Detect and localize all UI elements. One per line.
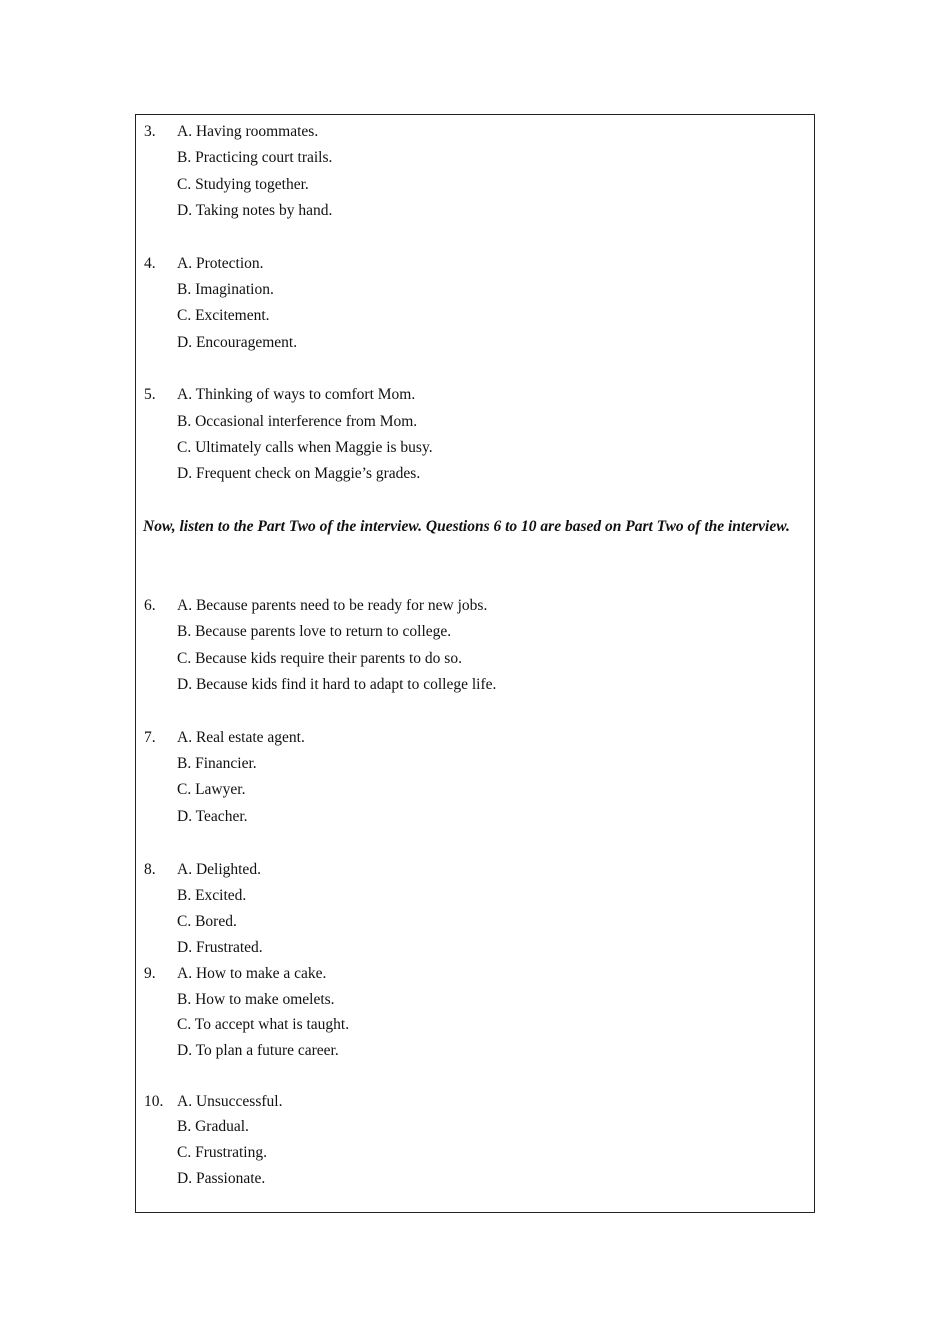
option-b: B. How to make omelets. xyxy=(177,991,335,1008)
option-b: B. Because parents love to return to college. xyxy=(177,623,452,640)
option-b: B. Financier. xyxy=(177,755,257,772)
option-a: A. Protection. xyxy=(177,255,264,272)
option-a: A. Unsuccessful. xyxy=(177,1093,283,1110)
option-a: A. How to make a cake. xyxy=(177,965,327,982)
option-a: A. Because parents need to be ready for new jobs. xyxy=(177,597,488,614)
option-b: B. Occasional interference from Mom. xyxy=(177,413,418,430)
question-number: 8. xyxy=(144,861,156,878)
question-number: 9. xyxy=(144,965,156,982)
option-c: C. Studying together. xyxy=(177,176,309,193)
option-c: C. Bored. xyxy=(177,913,237,930)
option-d: D. Because kids find it hard to adapt to college life. xyxy=(177,676,497,693)
option-c: C. Ultimately calls when Maggie is busy. xyxy=(177,439,433,456)
option-d: D. To plan a future career. xyxy=(177,1042,339,1059)
option-a: A. Delighted. xyxy=(177,861,261,878)
question-number: 3. xyxy=(144,123,156,140)
part-two-instruction: Now, listen to the Part Two of the interview. Questions 6 to 10 are based on Part Two of the interview. xyxy=(143,518,790,535)
option-b: B. Excited. xyxy=(177,887,247,904)
option-b: B. Gradual. xyxy=(177,1118,249,1135)
option-d: D. Teacher. xyxy=(177,808,248,825)
option-a: A. Thinking of ways to comfort Mom. xyxy=(177,386,416,403)
question-number: 10. xyxy=(144,1093,164,1110)
option-a: A. Real estate agent. xyxy=(177,729,305,746)
question-number: 6. xyxy=(144,597,156,614)
option-c: C. Lawyer. xyxy=(177,781,246,798)
question-number: 4. xyxy=(144,255,156,272)
option-d: D. Taking notes by hand. xyxy=(177,202,333,219)
question-number: 7. xyxy=(144,729,156,746)
question-number: 5. xyxy=(144,386,156,403)
option-d: D. Frustrated. xyxy=(177,939,263,956)
option-c: C. Excitement. xyxy=(177,307,270,324)
option-b: B. Practicing court trails. xyxy=(177,149,333,166)
option-b: B. Imagination. xyxy=(177,281,274,298)
option-d: D. Encouragement. xyxy=(177,334,298,351)
option-c: C. To accept what is taught. xyxy=(177,1016,350,1033)
option-a: A. Having roommates. xyxy=(177,123,319,140)
option-d: D. Frequent check on Maggie’s grades. xyxy=(177,465,421,482)
option-d: D. Passionate. xyxy=(177,1170,266,1187)
option-c: C. Because kids require their parents to do so. xyxy=(177,650,462,667)
option-c: C. Frustrating. xyxy=(177,1144,267,1161)
question-box xyxy=(135,114,815,1213)
